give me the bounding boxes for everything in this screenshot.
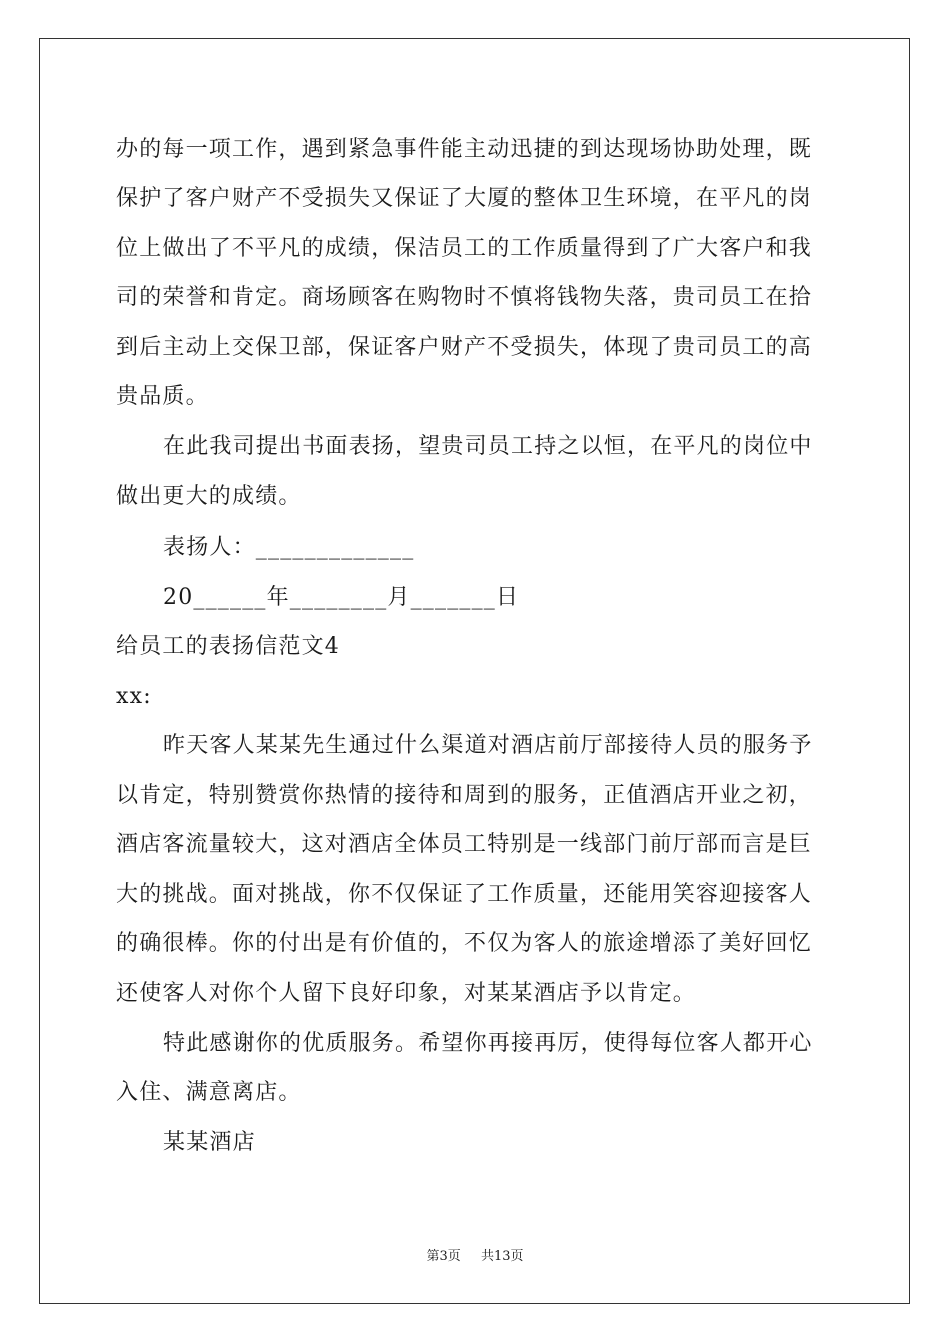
paragraph-line: 酒店客流量较大，这对酒店全体员工特别是一线部门前厅部而言是巨 — [116, 832, 813, 857]
paragraph-line: 的确很棒。你的付出是有价值的，不仅为客人的旅途增添了美好回忆 — [116, 931, 813, 956]
paragraph-line: 到后主动上交保卫部，保证客户财产不受损失，体现了贵司员工的高 — [116, 335, 813, 360]
paragraph-line: 在此我司提出书面表扬，望贵司员工持之以恒，在平凡的岗位中 — [163, 434, 813, 459]
paragraph-line: 大的挑战。面对挑战，你不仅保证了工作质量，还能用笑容迎接客人 — [116, 882, 813, 907]
paragraph-line: 办的每一项工作，遇到紧急事件能主动迅捷的到达现场协助处理，既 — [116, 137, 813, 162]
paragraph-line: 特此感谢你的优质服务。希望你再接再厉，使得每位客人都开心 — [163, 1031, 813, 1056]
paragraph-line: 昨天客人某某先生通过什么渠道对酒店前厅部接待人员的服务予 — [163, 733, 813, 758]
page-total: 共13页 — [481, 1249, 524, 1264]
paragraph-line: 入住、满意离店。 — [116, 1080, 302, 1105]
date-line: 20______年________月_______日 — [163, 585, 520, 610]
paragraph-line: 以肯定，特别赞赏你热情的接待和周到的服务，正值酒店开业之初， — [116, 783, 813, 808]
paragraph-line: 保护了客户财产不受损失又保证了大厦的整体卫生环境，在平凡的岗 — [116, 186, 813, 211]
paragraph-line: 位上做出了不平凡的成绩，保洁员工的工作质量得到了广大客户和我 — [116, 236, 813, 261]
paragraph-line: 做出更大的成绩。 — [116, 484, 302, 509]
section-title: 给员工的表扬信范文4 — [116, 634, 340, 659]
paragraph-line: 还使客人对你个人留下良好印象，对某某酒店予以肯定。 — [116, 981, 697, 1006]
paragraph-line: 司的荣誉和肯定。商场顾客在购物时不慎将钱物失落，贵司员工在拾 — [116, 285, 813, 310]
page-border — [39, 38, 910, 1304]
salutation: xx: — [116, 684, 152, 709]
page-number: 第3页 — [426, 1249, 461, 1264]
signer-line: 表扬人：_____________ — [163, 535, 415, 560]
page-footer — [0, 1249, 950, 1265]
paragraph-line: 贵品质。 — [116, 384, 209, 409]
signature-line: 某某酒店 — [163, 1130, 256, 1155]
